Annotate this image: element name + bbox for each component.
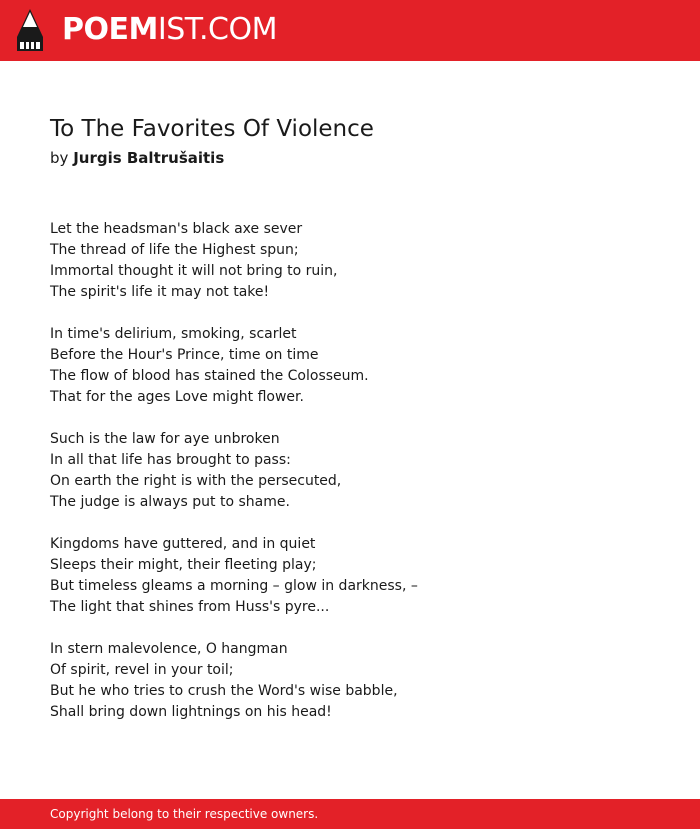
poem-line: Of spirit, revel in your toil; (50, 662, 234, 678)
poem-title: To The Favorites Of Violence (50, 116, 374, 142)
site-footer (0, 799, 700, 829)
poem-line: The spirit's life it may not take! (50, 284, 270, 300)
poem-line: The flow of blood has stained the Colosseum. (50, 368, 369, 384)
poem-line: The judge is always put to shame. (50, 494, 290, 510)
poem-line: That for the ages Love might flower. (50, 389, 304, 405)
copyright-text: Copyright belong to their respective owners. (50, 807, 319, 821)
poem-line: In time's delirium, smoking, scarlet (50, 326, 297, 342)
brand-bold: POEM (62, 12, 158, 47)
poem-line: Such is the law for aye unbroken (50, 431, 280, 447)
poem-line: Immortal thought it will not bring to ruin, (50, 263, 338, 279)
poem-line: But he who tries to crush the Word's wise babble, (50, 683, 398, 699)
site-header (0, 0, 700, 61)
stanza (50, 639, 650, 723)
poem-line: But timeless gleams a morning – glow in darkness, – (50, 578, 418, 594)
pencil-icon[interactable] (17, 9, 43, 51)
poem-body (50, 219, 650, 744)
poem-line: Before the Hour's Prince, time on time (50, 347, 319, 363)
poem-line: Sleeps their might, their fleeting play; (50, 557, 317, 573)
stanza (50, 219, 650, 303)
poem-line: The light that shines from Huss's pyre... (50, 599, 330, 615)
poem-line: In stern malevolence, O hangman (50, 641, 288, 657)
byline (50, 149, 224, 167)
poem-line: Kingdoms have guttered, and in quiet (50, 536, 316, 552)
stanza (50, 429, 650, 513)
brand-regular: IST.COM (157, 12, 277, 47)
poem-line: On earth the right is with the persecuted, (50, 473, 342, 489)
by-label: by (50, 149, 69, 167)
stanza (50, 534, 650, 618)
author-name: Jurgis Baltrušaitis (73, 149, 225, 167)
poem-line: In all that life has brought to pass: (50, 452, 291, 468)
stanza (50, 324, 650, 408)
site-logo-text[interactable] (62, 11, 277, 49)
poem-line: Let the headsman's black axe sever (50, 221, 303, 237)
poem-line: Shall bring down lightnings on his head! (50, 704, 332, 720)
poem-line: The thread of life the Highest spun; (50, 242, 299, 258)
